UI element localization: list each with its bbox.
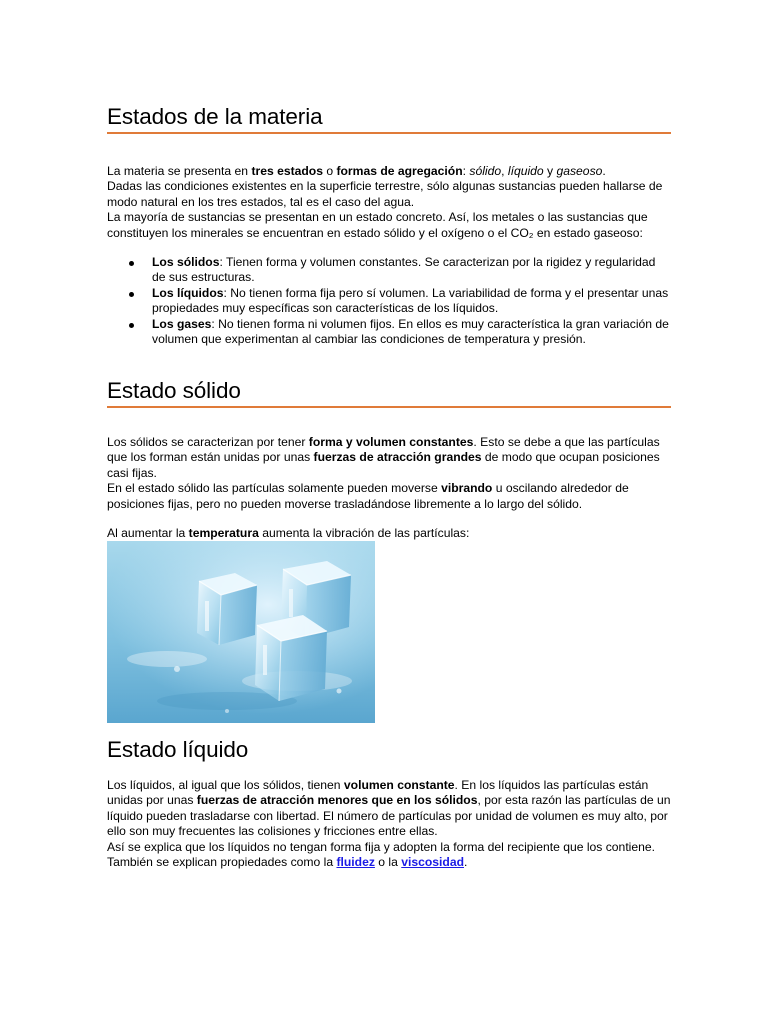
list-item: Los líquidos: No tienen forma fija pero sí volumen. La variabilidad de forma y el presentar unas propiedades muy específicas son características de los líquidos.	[107, 286, 671, 317]
liquido-paragraph: Los líquidos, al igual que los sólidos, tienen volumen constante. En los líquidos las partículas están unidas por unas fuerzas de atracción menores que en los sólidos, por esta razón las partículas de un líquido pueden trasladarse con libertad. El número de partículas por unidad de volumen es muy alto, por ello son muy frecuentes las colisiones y fricciones entre ellas. Así se explica que los líquidos no tengan forma fija y adopten la forma del recipiente que los contiene. También se explican propiedades como la fluidez o la viscosidad.	[107, 778, 671, 870]
ice-cubes-image	[107, 541, 375, 723]
states-bullet-list	[107, 255, 671, 347]
list-item: Los sólidos: Tienen forma y volumen constantes. Se caracterizan por la rigidez y regularidad de sus estructuras.	[107, 255, 671, 286]
heading-estado-solido: Estado sólido	[107, 377, 671, 408]
solido-paragraph: Los sólidos se caracterizan por tener forma y volumen constantes. Esto se debe a que las partículas que los forman están unidas por unas fuerzas de atracción grandes de modo que ocupan posiciones casi fijas. En el estado sólido las partículas solamente pueden moverse vibrando u oscilando alrededor de posiciones fijas, pero no pueden moverse trasladándose libremente a lo largo del sólido.	[107, 435, 660, 511]
list-item: Los gases: No tienen forma ni volumen fijos. En ellos es muy característica la gran variación de volumen que experimentan al cambiar las condiciones de temperatura y presión.	[107, 317, 671, 348]
link-viscosidad[interactable]: viscosidad	[401, 855, 465, 870]
intro-line-2: Dadas las condiciones existentes en la superficie terrestre, sólo algunas sustancias pueden hallarse de modo natural en los tres estados, tal es el caso del agua.	[107, 179, 663, 209]
bullet-icon	[129, 292, 134, 297]
heading-estados-de-la-materia: Estados de la materia	[107, 103, 671, 134]
bold-tres-estados: tres estados	[251, 164, 323, 178]
link-fluidez[interactable]: fluidez	[336, 855, 375, 870]
bullet-icon	[129, 323, 134, 328]
bold-formas-agregacion: formas de agregación	[336, 164, 463, 178]
intro-paragraph: La materia se presenta en tres estados o formas de agregación: sólido, líquido y gaseoso. Dadas las condiciones existentes en la superficie terrestre, sólo algunas sustancias pueden hallarse de modo natural en los tres estados, tal es el caso del agua. La mayoría de sustancias se presentan en un estado concreto. Así, los metales o las sustancias que constituyen los minerales se encuentran en estado sólido y el oxígeno o el CO₂ en estado gaseoso:	[107, 164, 663, 240]
intro-line-3: La mayoría de sustancias se presentan en un estado concreto. Así, los metales o las sustancias que constituyen los minerales se encuentran en estado sólido y el oxígeno o el CO₂ en estado gaseoso:	[107, 210, 648, 240]
temperature-paragraph: Al aumentar la temperatura aumenta la vibración de las partículas:	[107, 526, 470, 540]
bullet-icon	[129, 261, 134, 266]
heading-estado-liquido: Estado líquido	[107, 737, 249, 762]
